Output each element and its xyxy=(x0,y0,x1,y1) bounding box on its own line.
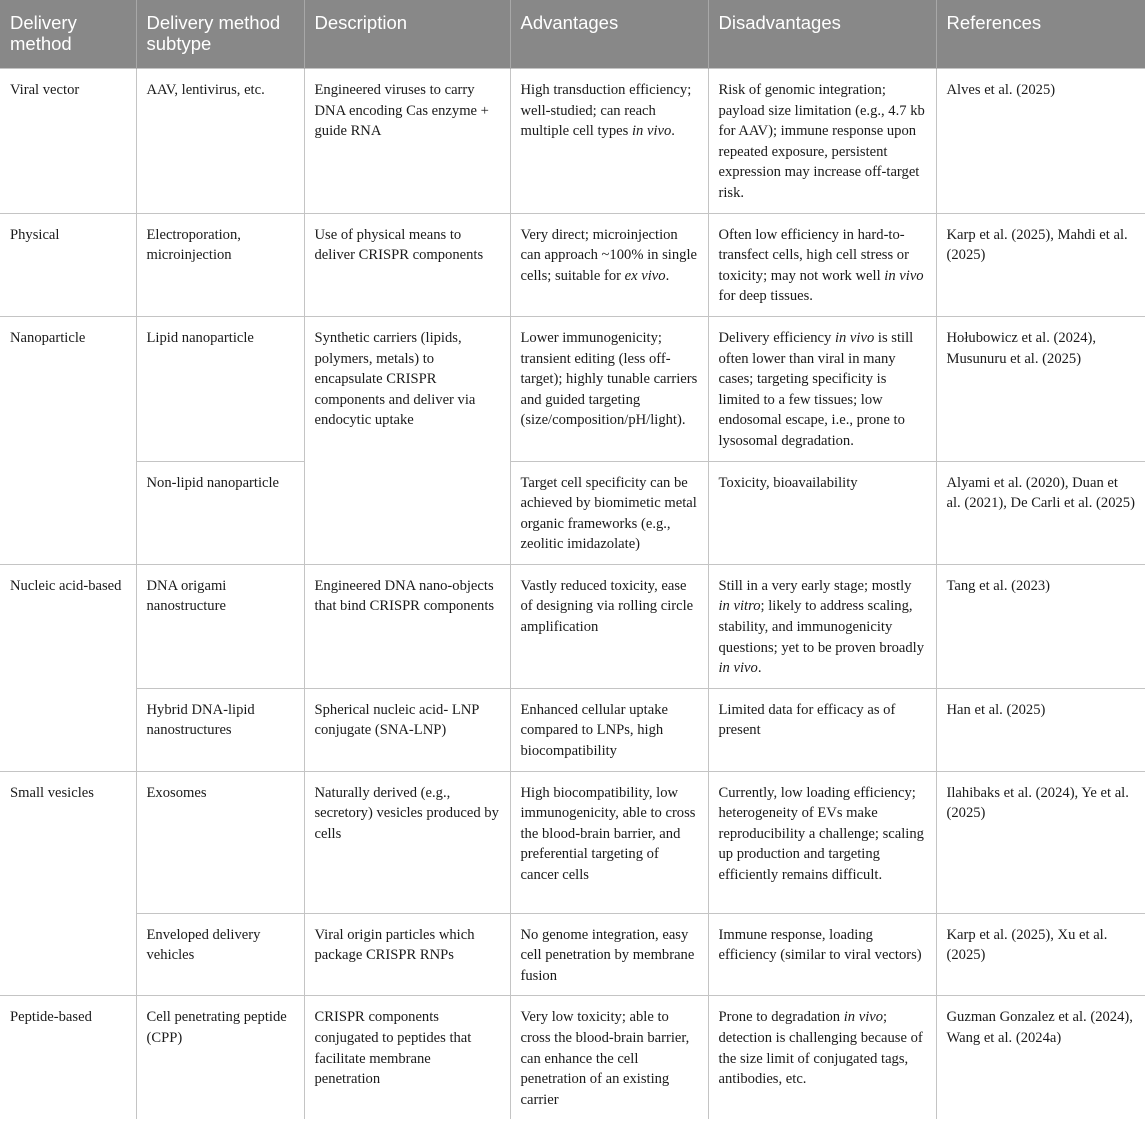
description-cell: Synthetic carriers (lipids, polymers, metals) to encapsulate CRISPR components and deliver via endocytic uptake xyxy=(304,316,510,564)
disadvantages-cell: Risk of genomic integration; payload size limitation (e.g., 4.7 kb for AAV); immune response upon repeated exposure, persistent expression may increase off-target risk. xyxy=(708,69,936,214)
subtype-cell: DNA origami nanostructure xyxy=(136,564,304,688)
description-cell: Engineered DNA nano-objects that bind CRISPR components xyxy=(304,564,510,688)
references-cell: Tang et al. (2023) xyxy=(936,564,1145,688)
text-segment: Still in a very early stage; mostly xyxy=(718,577,912,594)
text-segment: ; detection is challenging because of the size limit of conjugated tags, antibodies, etc. xyxy=(718,1009,923,1088)
header-advantages: Advantages xyxy=(510,0,708,69)
italic-term: in vivo xyxy=(834,329,875,346)
italic-term: in vivo xyxy=(631,123,672,140)
table-row xyxy=(0,213,1145,316)
advantages-cell: Target cell specificity can be achieved by biomimetic metal organic frameworks (e.g., zeolitic imidazolate) xyxy=(510,461,708,564)
table-row xyxy=(0,688,1145,771)
text-segment: . xyxy=(757,660,762,677)
table-body xyxy=(0,69,1145,1120)
advantages-cell: Very low toxicity; able to cross the blood-brain barrier, can enhance the cell penetration of an existing carrier xyxy=(510,996,708,1119)
table-row xyxy=(0,771,1145,913)
disadvantages-cell xyxy=(708,316,936,461)
text-segment: Delivery efficiency xyxy=(718,329,835,346)
advantages-cell xyxy=(510,213,708,316)
description-cell: CRISPR components conjugated to peptides that facilitate membrane penetration xyxy=(304,996,510,1119)
disadvantages-cell xyxy=(708,564,936,688)
italic-term: in vivo xyxy=(843,1009,884,1026)
disadvantages-cell: Currently, low loading efficiency; heterogeneity of EVs make reproducibility a challenge; scaling up production and targeting efficiently remains difficult. xyxy=(708,771,936,913)
references-cell: Alyami et al. (2020), Duan et al. (2021), De Carli et al. (2025) xyxy=(936,461,1145,564)
advantages-cell: Lower immunogenicity; transient editing (less off-target); highly tunable carriers and guided targeting (size/composition/pH/light). xyxy=(510,316,708,461)
subtype-cell: Lipid nanoparticle xyxy=(136,316,304,461)
subtype-cell: Non-lipid nanoparticle xyxy=(136,461,304,564)
method-cell: Peptide-based xyxy=(0,996,136,1119)
text-segment: Prone to degradation xyxy=(718,1009,844,1026)
table-row xyxy=(0,564,1145,688)
disadvantages-cell: Limited data for efficacy as of present xyxy=(708,688,936,771)
method-cell: Viral vector xyxy=(0,69,136,214)
subtype-cell: Hybrid DNA-lipid nanostructures xyxy=(136,688,304,771)
table-row xyxy=(0,913,1145,996)
disadvantages-cell xyxy=(708,996,936,1119)
method-cell: Nucleic acid-based xyxy=(0,564,136,771)
subtype-cell: Electroporation, microinjection xyxy=(136,213,304,316)
method-cell: Physical xyxy=(0,213,136,316)
references-cell: Karp et al. (2025), Xu et al. (2025) xyxy=(936,913,1145,996)
header-description: Description xyxy=(304,0,510,69)
text-segment: for deep tissues. xyxy=(718,288,813,305)
header-delivery-method-subtype: Delivery method subtype xyxy=(136,0,304,69)
subtype-cell: Exosomes xyxy=(136,771,304,913)
method-cell: Nanoparticle xyxy=(0,316,136,564)
text-segment: . xyxy=(671,123,675,140)
table-row xyxy=(0,461,1145,564)
header-references: References xyxy=(936,0,1145,69)
advantages-cell xyxy=(510,69,708,214)
subtype-cell: AAV, lentivirus, etc. xyxy=(136,69,304,214)
advantages-cell: No genome integration, easy cell penetration by membrane fusion xyxy=(510,913,708,996)
references-cell: Han et al. (2025) xyxy=(936,688,1145,771)
italic-term: in vitro xyxy=(718,598,761,615)
description-cell: Use of physical means to deliver CRISPR components xyxy=(304,213,510,316)
description-cell: Spherical nucleic acid- LNP conjugate (SNA-LNP) xyxy=(304,688,510,771)
references-cell: Karp et al. (2025), Mahdi et al. (2025) xyxy=(936,213,1145,316)
italic-term: ex vivo xyxy=(624,267,666,284)
disadvantages-cell: Toxicity, bioavailability xyxy=(708,461,936,564)
disadvantages-cell xyxy=(708,213,936,316)
text-segment: is still often lower than viral in many cases; targeting specificity is limited to a few tissues; low endosomal escape, i.e., prone to lysosomal degradation. xyxy=(718,329,914,449)
references-cell: Alves et al. (2025) xyxy=(936,69,1145,214)
table-row xyxy=(0,996,1145,1119)
references-cell: Ilahibaks et al. (2024), Ye et al. (2025) xyxy=(936,771,1145,913)
advantages-cell: High biocompatibility, low immunogenicity, able to cross the blood-brain barrier, and preferential targeting of cancer cells xyxy=(510,771,708,913)
text-segment: Often low efficiency in hard-to-transfect cells, high cell stress or toxicity; may not work well xyxy=(718,226,909,284)
advantages-cell: Vastly reduced toxicity, ease of designing via rolling circle amplification xyxy=(510,564,708,688)
text-segment: Very direct; microinjection can approach ~100% in single cells; suitable for xyxy=(520,226,697,284)
subtype-cell: Enveloped delivery vehicles xyxy=(136,913,304,996)
italic-term: in vivo xyxy=(884,267,924,284)
description-cell: Viral origin particles which package CRISPR RNPs xyxy=(304,913,510,996)
text-segment: High transduction efficiency; well-studied; can reach multiple cell types xyxy=(520,82,692,140)
description-cell: Naturally derived (e.g., secretory) vesicles produced by cells xyxy=(304,771,510,913)
description-cell: Engineered viruses to carry DNA encoding Cas enzyme + guide RNA xyxy=(304,69,510,214)
header-disadvantages: Disadvantages xyxy=(708,0,936,69)
subtype-cell: Cell penetrating peptide (CPP) xyxy=(136,996,304,1119)
table-row xyxy=(0,69,1145,214)
header-row xyxy=(0,0,1145,69)
references-cell: Hołubowicz et al. (2024), Musunuru et al. (2025) xyxy=(936,316,1145,461)
method-cell: Small vesicles xyxy=(0,771,136,996)
disadvantages-cell: Immune response, loading efficiency (similar to viral vectors) xyxy=(708,913,936,996)
advantages-cell: Enhanced cellular uptake compared to LNPs, high biocompatibility xyxy=(510,688,708,771)
references-cell: Guzman Gonzalez et al. (2024), Wang et al. (2024a) xyxy=(936,996,1145,1119)
table-row xyxy=(0,316,1145,461)
text-segment: ; likely to address scaling, stability, and immunogenicity questions; yet to be proven broadly xyxy=(718,598,924,656)
italic-term: in vivo xyxy=(718,660,758,677)
header-delivery-method: Delivery method xyxy=(0,0,136,69)
text-segment: . xyxy=(665,267,670,284)
table-header xyxy=(0,0,1145,69)
